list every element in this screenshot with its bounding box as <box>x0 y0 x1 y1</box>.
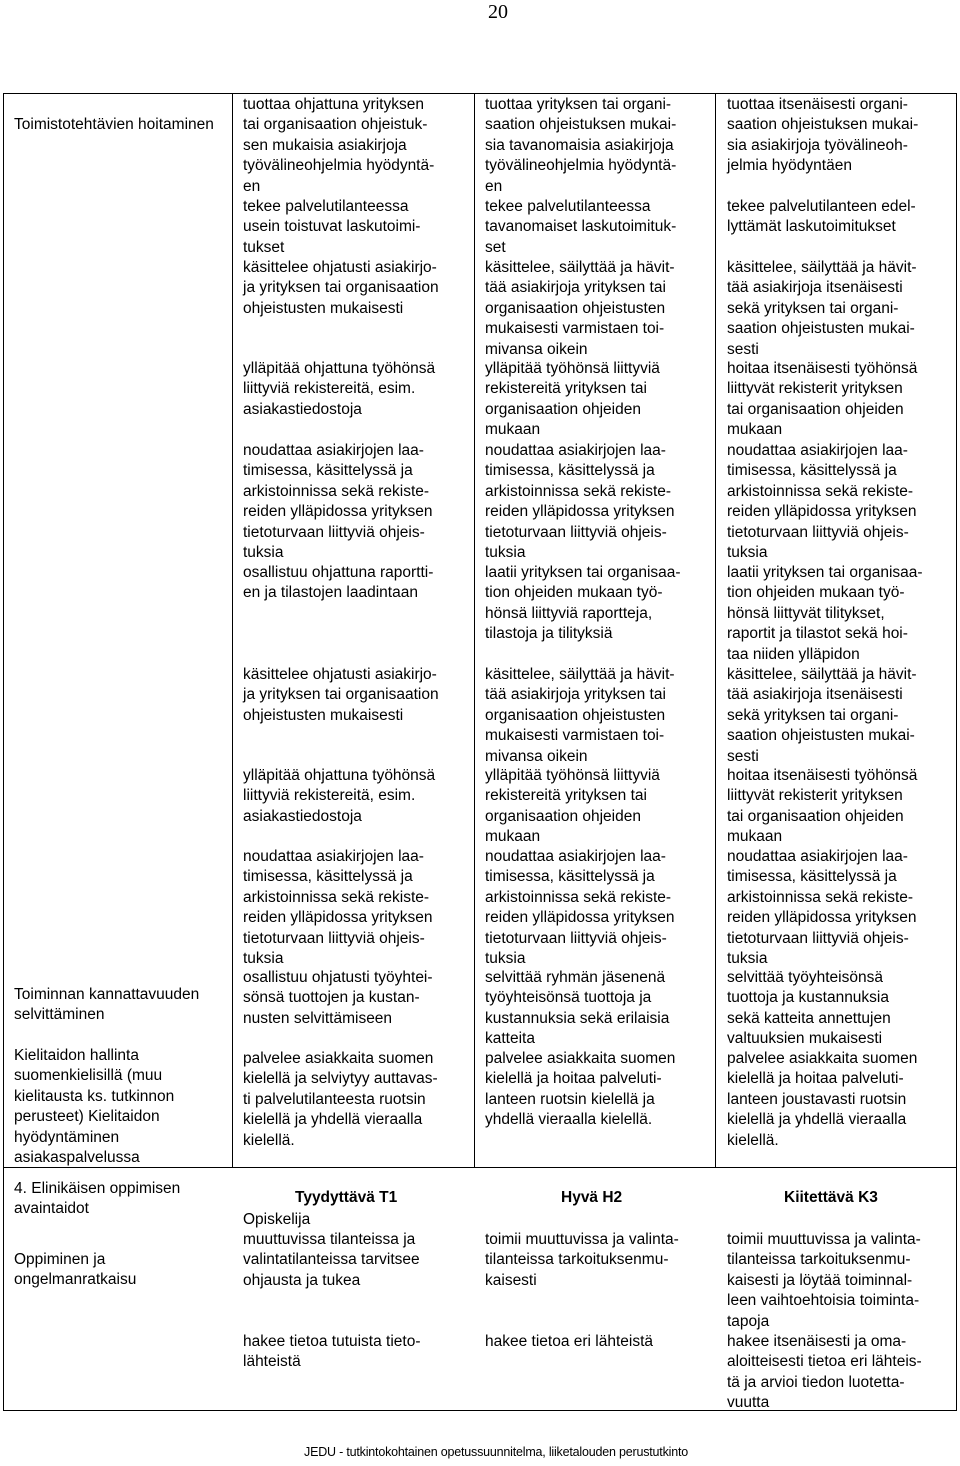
criterion-line: reiden ylläpidossa yrityksen <box>243 909 433 927</box>
criterion-line: liittyviä rekistereitä, esim. <box>243 380 416 398</box>
criterion-h2-5 <box>485 441 713 563</box>
criterion-line: reiden ylläpidossa yrityksen <box>485 503 675 521</box>
criterion-line: saation ohjeistuksen mukai- <box>727 116 919 134</box>
criterion-line: käsittelee, säilyttää ja hävit- <box>727 666 917 683</box>
criterion-k3-11 <box>727 1049 955 1151</box>
criterion-line: mivansa oikein <box>485 747 588 765</box>
criterion-line: käsittelee ohjatusti asiakirjo- <box>243 666 437 683</box>
criterion-line: tuottaa itsenäisesti organi- <box>727 96 908 113</box>
criterion-line: sen mukaisia asiakirjoja <box>243 136 407 154</box>
criterion-line: palvelee asiakkaita suomen <box>243 1050 434 1067</box>
criterion-line: tavanomaiset laskutoimituk- <box>485 218 677 236</box>
criterion-line: tuksia <box>485 544 526 562</box>
criterion-line: tekee palvelutilanteessa <box>485 198 651 215</box>
criterion-line: mukaan <box>727 421 783 439</box>
grade-header-h2: Hyvä H2 <box>561 1189 623 1206</box>
criterion-line: sia asiakirjoja työvälineoh- <box>727 136 908 154</box>
criterion-t1-1 <box>243 95 471 197</box>
criterion-line: hakee itsenäisesti ja oma- <box>727 1333 907 1350</box>
column-divider <box>474 93 475 1168</box>
criterion-line: raportit ja tilastot sekä hoi- <box>727 625 908 643</box>
criterion-line: timisessa, käsittelyssä ja <box>485 462 655 480</box>
criterion-line: saation ohjeistuksen mukai- <box>485 116 677 134</box>
criterion-line: tilastoja ja tilityksiä <box>485 625 613 643</box>
criterion-k3-7 <box>727 665 955 767</box>
criterion-line: muuttuvissa tilanteissa ja <box>243 1231 416 1248</box>
criterion-line: tää asiakirjoja itsenäisesti <box>727 279 903 297</box>
criterion-line: organisaation ohjeiden <box>485 400 641 418</box>
oppiminen-criterion-h2-2 <box>485 1332 713 1352</box>
oppiminen-criterion-k3-1 <box>727 1230 955 1332</box>
criterion-h2-7 <box>485 665 713 767</box>
criterion-h2-9 <box>485 847 713 969</box>
criterion-line: en <box>485 177 503 195</box>
criterion-line: noudattaa asiakirjojen laa- <box>485 848 666 865</box>
criterion-line: tukset <box>243 238 285 256</box>
criterion-k3-9 <box>727 847 955 969</box>
criterion-line: tää asiakirjoja yrityksen tai <box>485 279 666 297</box>
criterion-line: osallistuu ohjatusti työyhtei- <box>243 969 433 986</box>
criterion-line: timisessa, käsittelyssä ja <box>485 868 655 886</box>
column-divider <box>232 93 233 1168</box>
criterion-line: set <box>485 238 506 256</box>
criterion-line: tion ohjeiden mukaan työ- <box>485 584 663 602</box>
criterion-line: käsittelee, säilyttää ja hävit- <box>485 666 675 683</box>
criterion-line: työyhteisönsä tuottoja ja <box>485 989 652 1007</box>
criterion-line: hoitaa itsenäisesti työhönsä <box>727 360 918 377</box>
criterion-line: työvälineohjelmia hyödyntä- <box>243 157 435 175</box>
criterion-line: tekee palvelutilanteessa <box>243 198 409 215</box>
criterion-line: tekee palvelutilanteen edel- <box>727 198 916 215</box>
criterion-t1-7 <box>243 665 471 726</box>
criterion-line: kaisesti ja löytää toiminnal- <box>727 1271 913 1289</box>
criterion-line: tuksia <box>727 950 768 968</box>
criterion-line: hönsä liittyviä raportteja, <box>485 604 653 622</box>
criterion-line: tuksia <box>243 950 284 968</box>
row-label-toimistotehtavat: Toimistotehtävien hoitaminen <box>14 116 214 133</box>
criterion-line: palvelee asiakkaita suomen <box>727 1050 918 1067</box>
criterion-t1-11 <box>243 1049 471 1151</box>
criterion-h2-10 <box>485 968 713 1050</box>
criterion-line: rekistereitä yrityksen tai <box>485 787 647 805</box>
criterion-k3-3 <box>727 258 955 360</box>
criterion-line: mukaan <box>485 828 541 846</box>
criterion-h2-1 <box>485 95 713 197</box>
criterion-line: tuottaa yrityksen tai organi- <box>485 96 672 113</box>
criterion-line: kielellä ja yhdellä vieraalla <box>243 1111 423 1129</box>
criterion-line: kielellä. <box>727 1131 779 1149</box>
criterion-line: usein toistuvat laskutoimi- <box>243 218 421 236</box>
criterion-line: kaisesti <box>485 1271 537 1289</box>
criterion-line: arkistoinnissa sekä rekiste- <box>727 888 914 906</box>
criterion-line: timisessa, käsittelyssä ja <box>727 462 897 480</box>
criterion-line: organisaation ohjeistusten <box>485 706 666 724</box>
criterion-h2-2 <box>485 197 713 258</box>
criterion-line: ohjausta ja tukea <box>243 1271 361 1289</box>
criterion-line: nusten selvittämiseen <box>243 1009 393 1027</box>
criterion-t1-4 <box>243 359 471 420</box>
criterion-line: tai organisaation ohjeistuk- <box>243 116 428 134</box>
criterion-line: reiden ylläpidossa yrityksen <box>727 909 917 927</box>
criterion-line: mukaisesti varmistaen toi- <box>485 727 665 745</box>
grade-header-t1: Tyydyttävä T1 <box>295 1189 398 1206</box>
criterion-line: kustannuksia sekä erilaisia <box>485 1009 670 1027</box>
criterion-line: saation ohjeistusten mukai- <box>727 320 915 338</box>
criterion-k3-4 <box>727 359 955 441</box>
criterion-line: tapoja <box>727 1312 770 1330</box>
criterion-k3-6 <box>727 563 955 665</box>
criterion-line: timisessa, käsittelyssä ja <box>243 868 413 886</box>
criterion-h2-4 <box>485 359 713 441</box>
criterion-line: liittyviä rekistereitä, esim. <box>243 787 416 805</box>
criterion-line: tä ja arvioi tiedon luotetta- <box>727 1373 905 1391</box>
criterion-line: reiden ylläpidossa yrityksen <box>485 909 675 927</box>
criterion-line: kielellä ja selviytyy auttavas- <box>243 1070 438 1088</box>
criterion-line: ohjeistusten mukaisesti <box>243 706 404 724</box>
criterion-line: timisessa, käsittelyssä ja <box>243 462 413 480</box>
row-label-kannattavuus: Toiminnan kannattavuuden selvittäminen <box>14 986 200 1024</box>
criterion-line: työvälineohjelmia hyödyntä- <box>485 157 677 175</box>
criterion-line: tietoturvaan liittyviä ohjeis- <box>485 523 667 541</box>
criterion-line: noudattaa asiakirjojen laa- <box>485 442 666 459</box>
criterion-line: en ja tilastojen laadintaan <box>243 584 418 602</box>
criterion-line: ylläpitää ohjattuna työhönsä <box>243 767 436 784</box>
criterion-line: noudattaa asiakirjojen laa- <box>727 442 908 459</box>
section-title-elinikainen-oppiminen: 4. Elinikäisen oppimisen avaintaidot <box>14 1180 181 1218</box>
criterion-line: tai organisaation ohjeiden <box>727 400 904 418</box>
criterion-line: toimii muuttuvissa ja valinta- <box>485 1231 679 1248</box>
criterion-line: mukaan <box>727 828 783 846</box>
page-footer: JEDU - tutkintokohtainen opetussuunnitelma, liiketalouden perustutkinto <box>304 1445 688 1459</box>
criterion-line: sesti <box>727 747 759 765</box>
criterion-line: ylläpitää työhönsä liittyviä <box>485 767 660 784</box>
criterion-line: tilanteissa tarkoituksenmu- <box>727 1251 911 1269</box>
criterion-line: leen vaihtoehtoisia toiminta- <box>727 1292 920 1310</box>
criterion-line: tuksia <box>243 544 284 562</box>
criterion-k3-10 <box>727 968 955 1050</box>
criterion-line: tai organisaation ohjeiden <box>727 807 904 825</box>
criterion-line: laatii yrityksen tai organisaa- <box>727 564 923 581</box>
criterion-line: noudattaa asiakirjojen laa- <box>243 848 424 865</box>
criterion-line: valtuuksien mukaisesti <box>727 1030 883 1048</box>
criterion-line: tietoturvaan liittyviä ohjeis- <box>727 523 909 541</box>
criterion-line: timisessa, käsittelyssä ja <box>727 868 897 886</box>
oppiminen-criterion-h2-1 <box>485 1230 713 1291</box>
criterion-h2-6 <box>485 563 713 645</box>
criterion-line: sekä yrityksen tai organi- <box>727 706 899 724</box>
opiskelija-label: Opiskelija <box>243 1211 311 1228</box>
criterion-line: vuutta <box>727 1394 770 1412</box>
criterion-line: tietoturvaan liittyviä ohjeis- <box>243 929 425 947</box>
criterion-line: lanteen joustavasti ruotsin <box>727 1090 907 1108</box>
criterion-line: sia tavanomaisia asiakirjoja <box>485 136 674 154</box>
criterion-line: selvittää ryhmän jäsenenä <box>485 969 666 986</box>
criterion-line: ja yrityksen tai organisaation <box>243 279 439 297</box>
criterion-line: hönsä liittyvät tilitykset, <box>727 604 885 622</box>
criterion-t1-8 <box>243 766 471 827</box>
criterion-line: ylläpitää ohjattuna työhönsä <box>243 360 436 377</box>
criterion-line: reiden ylläpidossa yrityksen <box>243 503 433 521</box>
criterion-line: sönsä tuottojen ja kustan- <box>243 989 420 1007</box>
row-label-oppiminen: Oppiminen ja ongelmanratkaisu <box>14 1251 137 1289</box>
criterion-t1-9 <box>243 847 471 969</box>
criterion-line: lanteen ruotsin kielellä ja <box>485 1090 655 1108</box>
criterion-t1-2 <box>243 197 471 258</box>
criterion-line: ja yrityksen tai organisaation <box>243 686 439 704</box>
criterion-line: organisaation ohjeistusten <box>485 299 666 317</box>
criterion-line: kielellä. <box>243 1131 295 1149</box>
criterion-line: tion ohjeiden mukaan työ- <box>727 584 905 602</box>
criterion-line: palvelee asiakkaita suomen <box>485 1050 676 1067</box>
criterion-line: tietoturvaan liittyviä ohjeis- <box>243 523 425 541</box>
criterion-line: tuottoja ja kustannuksia <box>727 989 889 1007</box>
criterion-line: katteita <box>485 1030 535 1048</box>
criterion-line: liittyvät rekisterit yrityksen <box>727 787 903 805</box>
oppiminen-criterion-t1-2 <box>243 1332 471 1373</box>
criterion-line: toimii muuttuvissa ja valinta- <box>727 1231 921 1248</box>
criterion-line: ti palvelutilanteesta ruotsin <box>243 1090 426 1108</box>
criterion-line: liittyvät rekisterit yrityksen <box>727 380 903 398</box>
criterion-line: hakee tietoa eri lähteistä <box>485 1333 654 1350</box>
criterion-line: arkistoinnissa sekä rekiste- <box>485 482 672 500</box>
criterion-line: osallistuu ohjattuna raportti- <box>243 564 434 581</box>
criterion-line: reiden ylläpidossa yrityksen <box>727 503 917 521</box>
criterion-line: arkistoinnissa sekä rekiste- <box>485 888 672 906</box>
criterion-line: kielellä ja hoitaa palveluti- <box>485 1070 662 1088</box>
criterion-line: yhdellä vieraalla kielellä. <box>485 1111 653 1129</box>
criterion-k3-5 <box>727 441 955 563</box>
criterion-line: sekä yrityksen tai organi- <box>727 299 899 317</box>
criterion-line: käsittelee ohjatusti asiakirjo- <box>243 259 437 276</box>
criterion-line: saation ohjeistusten mukai- <box>727 727 915 745</box>
criterion-t1-10 <box>243 968 471 1029</box>
criterion-line: sesti <box>727 340 759 358</box>
criterion-line: laatii yrityksen tai organisaa- <box>485 564 681 581</box>
criterion-k3-1 <box>727 95 955 177</box>
criterion-line: lähteistä <box>243 1353 301 1371</box>
criterion-k3-8 <box>727 766 955 848</box>
criterion-line: ohjeistusten mukaisesti <box>243 299 404 317</box>
criterion-line: hakee tietoa tutuista tieto- <box>243 1333 421 1350</box>
criterion-line: lyttämät laskutoimitukset <box>727 218 896 236</box>
criterion-line: tuksia <box>485 950 526 968</box>
criterion-line: mukaisesti varmistaen toi- <box>485 320 665 338</box>
criterion-line: tää asiakirjoja itsenäisesti <box>727 686 903 704</box>
criterion-line: selvittää työyhteisönsä <box>727 969 883 986</box>
criterion-line: arkistoinnissa sekä rekiste- <box>243 888 430 906</box>
criterion-line: kielellä ja yhdellä vieraalla <box>727 1111 907 1129</box>
criterion-line: tietoturvaan liittyviä ohjeis- <box>727 929 909 947</box>
criterion-t1-6 <box>243 563 471 604</box>
criterion-line: käsittelee, säilyttää ja hävit- <box>727 259 917 276</box>
oppiminen-criterion-k3-2 <box>727 1332 955 1414</box>
criterion-line: jelmia hyödyntäen <box>727 157 852 175</box>
criterion-line: organisaation ohjeiden <box>485 807 641 825</box>
criterion-line: arkistoinnissa sekä rekiste- <box>727 482 914 500</box>
criterion-line: arkistoinnissa sekä rekiste- <box>243 482 430 500</box>
page-number: 20 <box>488 1 508 23</box>
criterion-line: kielellä ja hoitaa palveluti- <box>727 1070 904 1088</box>
criterion-line: noudattaa asiakirjojen laa- <box>243 442 424 459</box>
column-divider <box>715 93 716 1168</box>
criterion-h2-3 <box>485 258 713 360</box>
criterion-line: tuottaa ohjattuna yrityksen <box>243 96 424 113</box>
criterion-line: noudattaa asiakirjojen laa- <box>727 848 908 865</box>
oppiminen-criterion-t1-1 <box>243 1230 471 1291</box>
criterion-line: hoitaa itsenäisesti työhönsä <box>727 767 918 784</box>
criterion-line: aloitteisesti tietoa eri lähteis- <box>727 1353 922 1371</box>
criterion-line: tilanteissa tarkoituksenmu- <box>485 1251 669 1269</box>
criterion-t1-3 <box>243 258 471 319</box>
grade-header-k3: Kiitettävä K3 <box>784 1189 878 1206</box>
criterion-h2-8 <box>485 766 713 848</box>
criterion-line: en <box>243 177 261 195</box>
criterion-line: mukaan <box>485 421 541 439</box>
criterion-line: tuksia <box>727 544 768 562</box>
criterion-line: ylläpitää työhönsä liittyviä <box>485 360 660 377</box>
criterion-line: asiakastiedostoja <box>243 807 362 825</box>
criterion-line: asiakastiedostoja <box>243 400 362 418</box>
criterion-k3-2 <box>727 197 955 238</box>
criterion-line: sekä katteita annettujen <box>727 1009 891 1027</box>
criterion-line: rekistereitä yrityksen tai <box>485 380 647 398</box>
criterion-line: mivansa oikein <box>485 340 588 358</box>
criterion-line: tää asiakirjoja yrityksen tai <box>485 686 666 704</box>
row-label-kielitaito: Kielitaidon hallinta suomenkielisillä (muu kielitausta ks. tutkinnon perusteet) Kielitaidon hyödyntäminen asiakaspalvelussa <box>14 1047 175 1167</box>
criterion-line: valintatilanteissa tarvitsee <box>243 1251 420 1269</box>
criterion-h2-11 <box>485 1049 713 1131</box>
criterion-line: käsittelee, säilyttää ja hävit- <box>485 259 675 276</box>
criterion-line: taa niiden ylläpidon <box>727 645 860 663</box>
criterion-line: tietoturvaan liittyviä ohjeis- <box>485 929 667 947</box>
criterion-t1-5 <box>243 441 471 563</box>
